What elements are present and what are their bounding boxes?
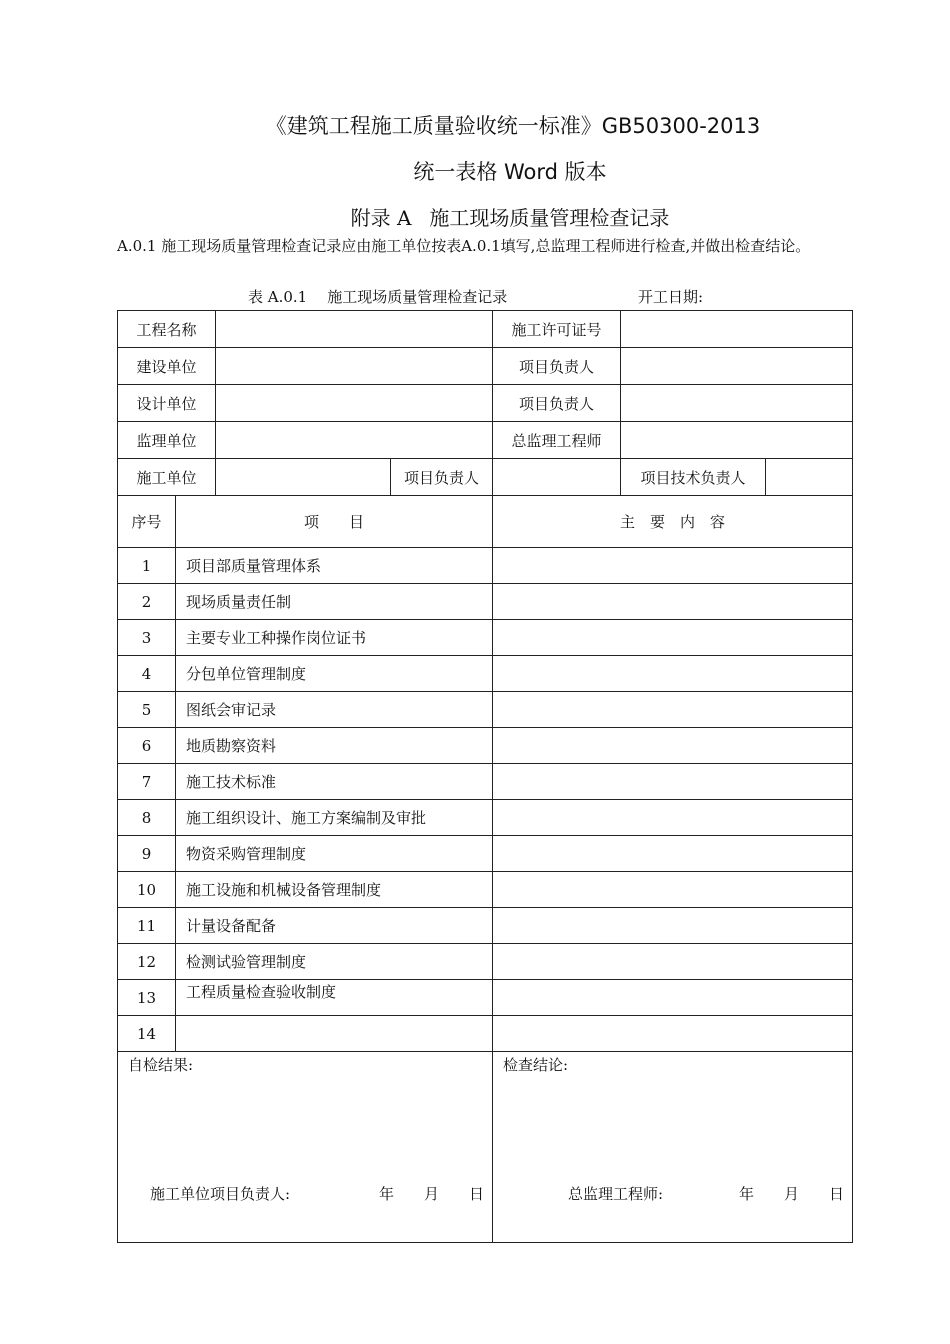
design-unit-field[interactable]	[216, 385, 493, 422]
document-title: 《建筑工程施工质量验收统一标准》GB50300-2013	[265, 114, 761, 138]
construction-pm-label: 项目负责人	[391, 459, 493, 496]
row-item: 检测试验管理制度	[176, 944, 493, 980]
table-row	[118, 548, 853, 584]
appendix-heading	[35, 202, 950, 231]
table-row	[118, 620, 853, 656]
table-row	[118, 944, 853, 980]
content-header: 主 要 内 容	[493, 496, 853, 548]
row-item: 项目部质量管理体系	[176, 548, 493, 584]
year-label: 年	[378, 1185, 394, 1203]
start-date-label: 开工日期:	[638, 288, 704, 306]
table-caption-title: 施工现场质量管理检查记录	[327, 288, 508, 306]
table-row	[118, 728, 853, 764]
self-check-label: 自检结果:	[128, 1056, 194, 1074]
permit-no-field[interactable]	[621, 311, 853, 348]
row-item-text: 工程质量检查验收制度	[186, 983, 337, 1001]
self-check-cell[interactable]	[118, 1052, 493, 1243]
row-item: 图纸会审记录	[176, 692, 493, 728]
items-header-row	[118, 496, 853, 548]
info-row-owner	[118, 348, 853, 385]
row-item: 主要专业工种操作岗位证书	[176, 620, 493, 656]
conclusion-sign-date	[709, 1183, 844, 1204]
tech-lead-label: 项目技术负责人	[621, 459, 766, 496]
row-content-field[interactable]	[493, 764, 853, 800]
appendix-title: 施工现场质量管理检查记录	[429, 206, 670, 230]
table-row	[118, 800, 853, 836]
permit-no-label: 施工许可证号	[493, 311, 621, 348]
day-label: 日	[469, 1185, 485, 1203]
row-item: 施工技术标准	[176, 764, 493, 800]
owner-unit-label: 建设单位	[118, 348, 216, 385]
self-sign-label: 施工单位项目负责人:	[150, 1185, 291, 1203]
conclusion-cell[interactable]	[493, 1052, 853, 1243]
row-number: 6	[118, 728, 176, 764]
table-row	[118, 872, 853, 908]
row-content-field[interactable]	[493, 1016, 853, 1052]
construction-pm-field[interactable]	[493, 459, 621, 496]
row-number: 11	[118, 908, 176, 944]
row-number: 4	[118, 656, 176, 692]
item-header: 项 目	[176, 496, 493, 548]
row-number: 2	[118, 584, 176, 620]
month-label: 月	[783, 1185, 799, 1203]
appendix-label: 附录 A	[350, 206, 412, 230]
row-content-field[interactable]	[493, 548, 853, 584]
row-item: 施工组织设计、施工方案编制及审批	[176, 800, 493, 836]
row-item: 物资采购管理制度	[176, 836, 493, 872]
intro-paragraph: A.0.1 施工现场质量管理检查记录应由施工单位按表A.0.1填写,总监理工程师进行检查,并做出检查结论。	[117, 237, 811, 255]
supervision-unit-field[interactable]	[216, 422, 493, 459]
seq-header: 序号	[118, 496, 176, 548]
year-label: 年	[738, 1185, 754, 1203]
row-content-field[interactable]	[493, 908, 853, 944]
row-content-field[interactable]	[493, 836, 853, 872]
info-row-supervision	[118, 422, 853, 459]
conclusion-label: 检查结论:	[503, 1056, 569, 1074]
month-label: 月	[423, 1185, 439, 1203]
inspection-record-table	[117, 310, 853, 1243]
row-content-field[interactable]	[493, 872, 853, 908]
table-row	[118, 1016, 853, 1052]
design-unit-label: 设计单位	[118, 385, 216, 422]
row-number: 1	[118, 548, 176, 584]
owner-unit-field[interactable]	[216, 348, 493, 385]
row-content-field[interactable]	[493, 800, 853, 836]
tech-lead-field[interactable]	[766, 459, 853, 496]
results-row	[118, 1052, 853, 1243]
row-number: 3	[118, 620, 176, 656]
day-label: 日	[829, 1185, 845, 1203]
row-item: 地质勘察资料	[176, 728, 493, 764]
row-content-field[interactable]	[493, 944, 853, 980]
table-caption	[248, 286, 507, 307]
row-content-field[interactable]	[493, 656, 853, 692]
row-number: 5	[118, 692, 176, 728]
table-row	[118, 908, 853, 944]
info-row-construction	[118, 459, 853, 496]
chief-supervisor-label: 总监理工程师	[493, 422, 621, 459]
row-item: 分包单位管理制度	[176, 656, 493, 692]
row-number: 12	[118, 944, 176, 980]
table-row	[118, 656, 853, 692]
chief-supervisor-field[interactable]	[621, 422, 853, 459]
row-number: 8	[118, 800, 176, 836]
table-row	[118, 584, 853, 620]
row-item: 施工设施和机械设备管理制度	[176, 872, 493, 908]
info-row-design	[118, 385, 853, 422]
row-content-field[interactable]	[493, 584, 853, 620]
row-number: 7	[118, 764, 176, 800]
owner-pm-field[interactable]	[621, 348, 853, 385]
row-item	[176, 1016, 493, 1052]
table-row	[118, 764, 853, 800]
supervision-unit-label: 监理单位	[118, 422, 216, 459]
project-name-label: 工程名称	[118, 311, 216, 348]
project-name-field[interactable]	[216, 311, 493, 348]
row-number: 14	[118, 1016, 176, 1052]
table-row	[118, 980, 853, 1016]
row-item: 现场质量责任制	[176, 584, 493, 620]
row-item: 计量设备配备	[176, 908, 493, 944]
document-subtitle: 统一表格 Word 版本	[413, 160, 607, 184]
row-number: 10	[118, 872, 176, 908]
row-content-field[interactable]	[493, 980, 853, 1016]
owner-pm-label: 项目负责人	[493, 348, 621, 385]
row-content-field[interactable]	[493, 692, 853, 728]
design-pm-label: 项目负责人	[493, 385, 621, 422]
construction-unit-label: 施工单位	[118, 459, 216, 496]
info-row-project	[118, 311, 853, 348]
design-pm-field[interactable]	[621, 385, 853, 422]
row-content-field[interactable]	[493, 728, 853, 764]
conclusion-sign-label: 总监理工程师:	[568, 1185, 664, 1203]
row-content-field[interactable]	[493, 620, 853, 656]
row-number: 9	[118, 836, 176, 872]
row-number: 13	[118, 980, 176, 1016]
construction-unit-field[interactable]	[216, 459, 391, 496]
self-sign-date	[349, 1183, 484, 1204]
table-row	[118, 692, 853, 728]
row-item	[176, 980, 493, 1016]
table-row	[118, 836, 853, 872]
table-number: 表 A.0.1	[248, 288, 308, 306]
